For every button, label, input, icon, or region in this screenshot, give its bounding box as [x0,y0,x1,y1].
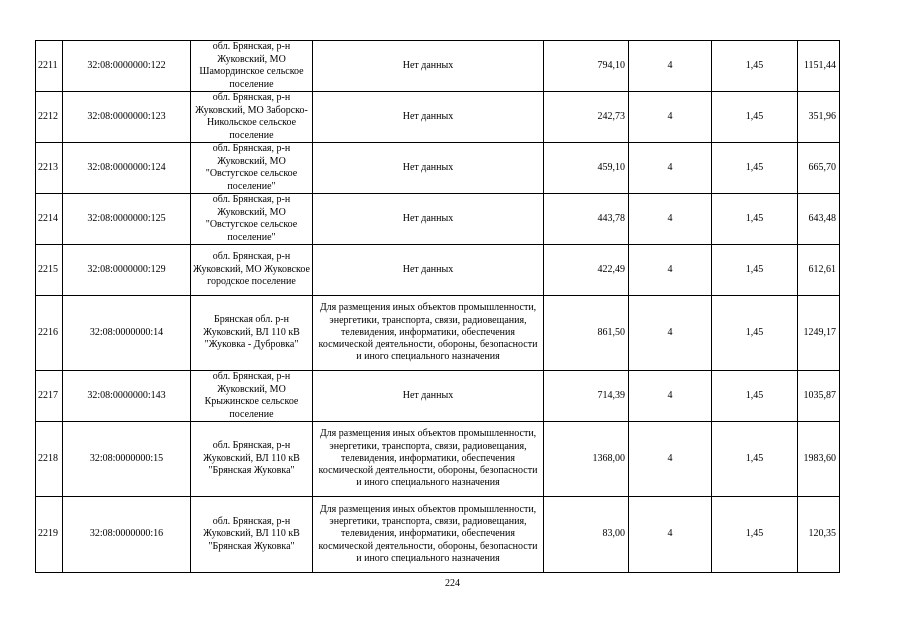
address-cell: обл. Брянская, р-н Жуковский, ВЛ 110 кВ "Брянская Жуковка" [191,497,313,573]
table-row [36,194,840,245]
row-number-cell: 2214 [36,194,63,245]
row-number-cell: 2215 [36,245,63,296]
area-value-cell: 714,39 [544,371,629,422]
cadastral-value-cell: 1249,17 [798,296,840,371]
area-value-cell: 443,78 [544,194,629,245]
cadastral-value-cell: 612,61 [798,245,840,296]
cadastral-value-cell: 120,35 [798,497,840,573]
group-value-cell: 4 [629,371,712,422]
row-number-cell: 2211 [36,41,63,92]
coefficient-value-cell: 1,45 [712,143,798,194]
row-number-cell: 2216 [36,296,63,371]
group-value-cell: 4 [629,41,712,92]
permitted-use-cell: Нет данных [313,245,544,296]
row-number-cell: 2213 [36,143,63,194]
cadastral-number-cell: 32:08:0000000:16 [63,497,191,573]
address-cell: обл. Брянская, р-н Жуковский, МО Заборско-Никольское сельское поселение [191,92,313,143]
table-row [36,143,840,194]
cadastral-value-cell: 665,70 [798,143,840,194]
permitted-use-cell: Нет данных [313,41,544,92]
group-value-cell: 4 [629,143,712,194]
cadastral-table [35,40,840,573]
cadastral-number-cell: 32:08:0000000:143 [63,371,191,422]
cadastral-value-cell: 1035,87 [798,371,840,422]
group-value-cell: 4 [629,422,712,497]
cadastral-number-cell: 32:08:0000000:129 [63,245,191,296]
permitted-use-cell: Нет данных [313,371,544,422]
cadastral-value-cell: 1151,44 [798,41,840,92]
group-value-cell: 4 [629,92,712,143]
coefficient-value-cell: 1,45 [712,245,798,296]
coefficient-value-cell: 1,45 [712,41,798,92]
table-row [36,422,840,497]
area-value-cell: 459,10 [544,143,629,194]
permitted-use-cell: Для размещения иных объектов промышленности, энергетики, транспорта, связи, радиовещания, телевидения, информатики, обеспечения космической деятельности, обороны, безопасности и иного специального назначения [313,296,544,371]
cadastral-number-cell: 32:08:0000000:14 [63,296,191,371]
table-row [36,245,840,296]
address-cell: обл. Брянская, р-н Жуковский, МО Жуковское городское поселение [191,245,313,296]
row-number-cell: 2217 [36,371,63,422]
area-value-cell: 794,10 [544,41,629,92]
table-row [36,296,840,371]
area-value-cell: 422,49 [544,245,629,296]
area-value-cell: 242,73 [544,92,629,143]
group-value-cell: 4 [629,245,712,296]
cadastral-number-cell: 32:08:0000000:122 [63,41,191,92]
table-body [36,41,840,573]
cadastral-value-cell: 351,96 [798,92,840,143]
cadastral-number-cell: 32:08:0000000:124 [63,143,191,194]
area-value-cell: 861,50 [544,296,629,371]
table-row [36,92,840,143]
cadastral-number-cell: 32:08:0000000:15 [63,422,191,497]
area-value-cell: 1368,00 [544,422,629,497]
area-value-cell: 83,00 [544,497,629,573]
table-row [36,497,840,573]
coefficient-value-cell: 1,45 [712,371,798,422]
cadastral-value-cell: 643,48 [798,194,840,245]
address-cell: обл. Брянская, р-н Жуковский, МО Шамординское сельское поселение [191,41,313,92]
table-row [36,41,840,92]
permitted-use-cell: Нет данных [313,92,544,143]
address-cell: обл. Брянская, р-н Жуковский, ВЛ 110 кВ "Брянская Жуковка" [191,422,313,497]
group-value-cell: 4 [629,296,712,371]
row-number-cell: 2218 [36,422,63,497]
cadastral-value-cell: 1983,60 [798,422,840,497]
permitted-use-cell: Для размещения иных объектов промышленности, энергетики, транспорта, связи, радиовещания, телевидения, информатики, обеспечения космической деятельности, обороны, безопасности и иного специального назначения [313,422,544,497]
coefficient-value-cell: 1,45 [712,92,798,143]
table-row [36,371,840,422]
coefficient-value-cell: 1,45 [712,497,798,573]
group-value-cell: 4 [629,194,712,245]
address-cell: обл. Брянская, р-н Жуковский, МО Крыжинское сельское поселение [191,371,313,422]
group-value-cell: 4 [629,497,712,573]
address-cell: обл. Брянская, р-н Жуковский, МО "Овстугское сельское поселение" [191,194,313,245]
address-cell: обл. Брянская, р-н Жуковский, МО "Овстугское сельское поселение" [191,143,313,194]
cadastral-number-cell: 32:08:0000000:123 [63,92,191,143]
permitted-use-cell: Для размещения иных объектов промышленности, энергетики, транспорта, связи, радиовещания, телевидения, информатики, обеспечения космической деятельности, обороны, безопасности и иного специального назначения [313,497,544,573]
permitted-use-cell: Нет данных [313,194,544,245]
cadastral-number-cell: 32:08:0000000:125 [63,194,191,245]
row-number-cell: 2212 [36,92,63,143]
permitted-use-cell: Нет данных [313,143,544,194]
page-number: 224 [445,578,460,589]
coefficient-value-cell: 1,45 [712,422,798,497]
row-number-cell: 2219 [36,497,63,573]
address-cell: Брянская обл. р-н Жуковский, ВЛ 110 кВ "Жуковка - Дубровка" [191,296,313,371]
coefficient-value-cell: 1,45 [712,194,798,245]
coefficient-value-cell: 1,45 [712,296,798,371]
